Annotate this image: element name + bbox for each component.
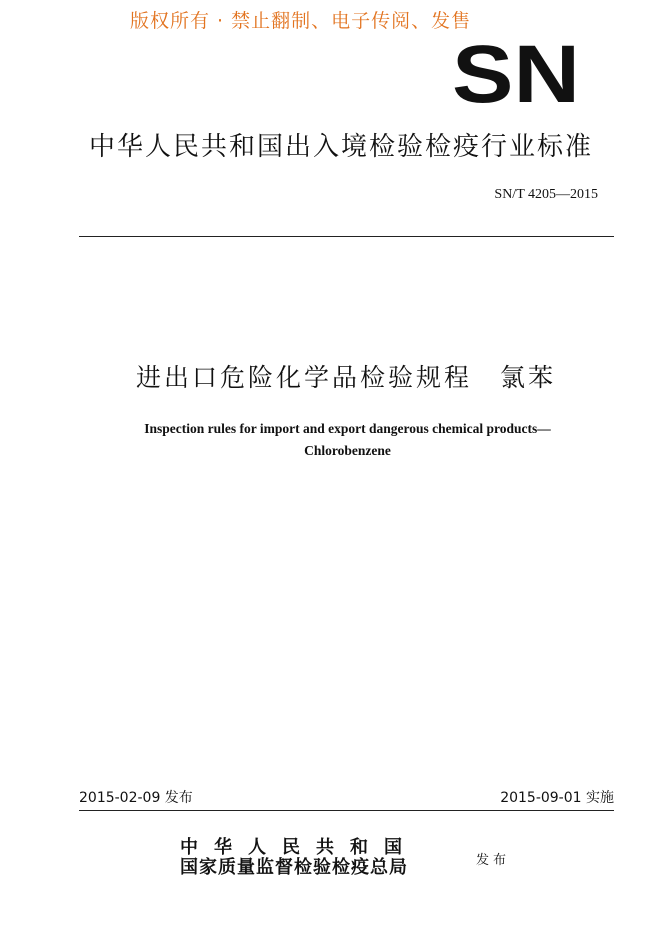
title-en xyxy=(80,418,615,462)
copyright-banner: 版权所有 · 禁止翻制、电子传阅、发售 xyxy=(130,10,472,32)
issue-date: 2015-02-09 发布 xyxy=(79,790,193,806)
publisher-line1: 中华人民共和国 xyxy=(180,837,418,858)
title-en-line1: Inspection rules for import and export dangerous chemical products— xyxy=(144,421,551,436)
publisher xyxy=(180,838,418,878)
standard-number: SN/T 4205—2015 xyxy=(494,187,598,202)
top-divider xyxy=(79,236,614,237)
title-cn: 进出口危险化学品检验规程 氯苯 xyxy=(135,363,556,392)
implement-date: 2015-09-01 实施 xyxy=(500,790,614,806)
title-en-line2: Chlorobenzene xyxy=(304,443,391,458)
bottom-divider xyxy=(79,810,614,811)
sn-logo xyxy=(451,40,581,106)
publish-label: 发布 xyxy=(476,853,511,868)
org-title: 中华人民共和国出入境检验检疫行业标准 xyxy=(88,132,593,162)
svg-text:SN: SN xyxy=(452,40,580,106)
publisher-line2: 国家质量监督检验检疫总局 xyxy=(180,857,408,878)
